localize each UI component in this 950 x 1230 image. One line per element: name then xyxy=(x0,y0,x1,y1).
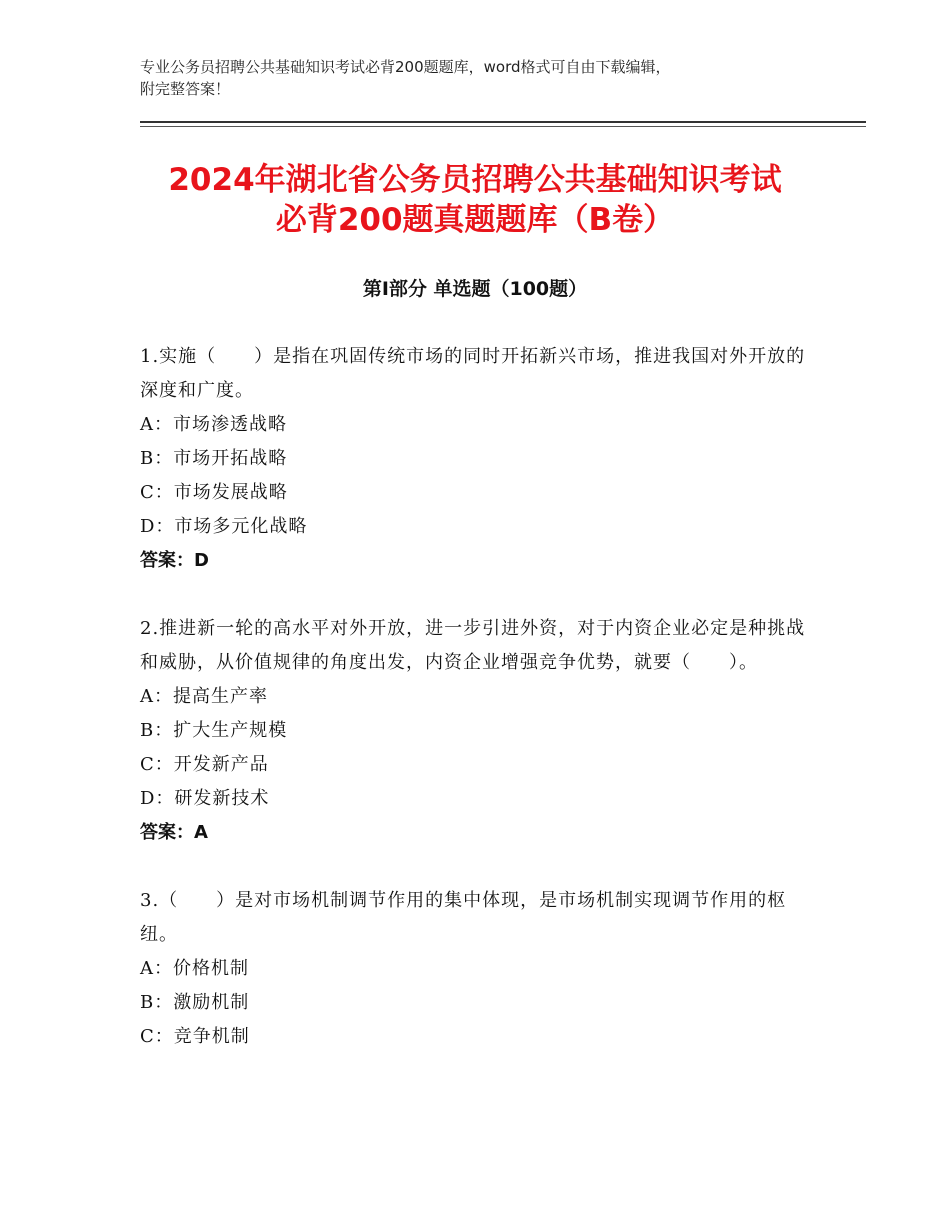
option-a: A：提高生产率 xyxy=(140,686,268,707)
option-b: B：激励机制 xyxy=(140,992,250,1013)
option-b: B：扩大生产规模 xyxy=(140,720,288,741)
document-title-line-1: 2024年湖北省公务员招聘公共基础知识考试 xyxy=(168,162,782,198)
option-b: B：市场开拓战略 xyxy=(140,448,288,469)
option-d: D：研发新技术 xyxy=(140,788,270,809)
option-c: C：开发新产品 xyxy=(140,754,269,775)
question-text: 1.实施（ ）是指在巩固传统市场的同时开拓新兴市场，推进我国对外开放的深度和广度。 xyxy=(140,346,806,401)
option-c: C：市场发展战略 xyxy=(140,482,288,503)
option-a: A：市场渗透战略 xyxy=(140,414,287,435)
document-title xyxy=(0,160,950,240)
document-title-line-2: 必背200题真题题库（B卷） xyxy=(275,202,675,238)
option-c: C：竞争机制 xyxy=(140,1026,250,1047)
header-note xyxy=(140,56,840,100)
header-note-line-1: 专业公务员招聘公共基础知识考试必背200题题库，word格式可自由下载编辑， xyxy=(140,58,671,76)
header-divider-thick xyxy=(140,121,866,123)
question-3 xyxy=(140,884,810,1054)
answer: 答案：D xyxy=(140,550,209,571)
question-text: 2.推进新一轮的高水平对外开放，进一步引进外资，对于内资企业必定是种挑战和威胁，从价值规律的角度出发，内资企业增强竞争优势，就要（ ）。 xyxy=(140,618,806,673)
question-text: 3.（ ）是对市场机制调节作用的集中体现，是市场机制实现调节作用的枢纽。 xyxy=(140,890,787,945)
section-title: 第Ⅰ部分 单选题（100题） xyxy=(362,278,588,300)
question-2 xyxy=(140,612,810,850)
answer: 答案：A xyxy=(140,822,208,843)
question-1 xyxy=(140,340,810,578)
option-d: D：市场多元化战略 xyxy=(140,516,308,537)
question-list xyxy=(140,340,810,1088)
option-a: A：价格机制 xyxy=(140,958,249,979)
header-divider-thin xyxy=(140,126,866,127)
header-note-line-2: 附完整答案！ xyxy=(140,80,231,98)
